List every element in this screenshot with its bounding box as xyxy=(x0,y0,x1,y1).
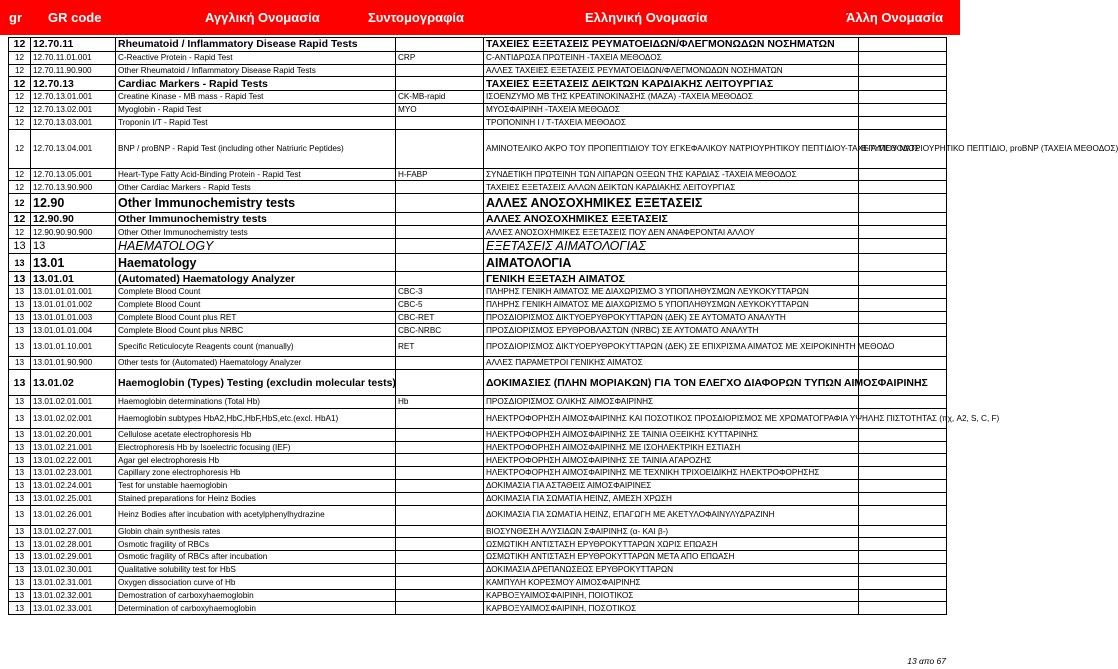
cell-english-name: Globin chain synthesis rates xyxy=(116,525,396,538)
cell-abbreviation xyxy=(396,370,484,396)
cell-gr: 12 xyxy=(9,116,31,129)
cell-other-name xyxy=(859,116,947,129)
cell-abbreviation xyxy=(396,467,484,480)
cell-code: 13.01.02.23.001 xyxy=(31,467,116,480)
cell-other-name xyxy=(859,441,947,454)
cell-greek-name: ΚΑΡΒΟΞΥΑΙΜΟΣΦΑΙΡΙΝΗ, ΠΟΙΟΤΙΚΟΣ xyxy=(484,589,859,602)
cell-greek-name: ΔΟΚΙΜΑΣΙΑ ΓΙΑ ΣΩΜΑΤΙΑ HEINZ, ΕΠΑΓΩΓΗ ΜΕ ΑΚΕΤΥΛΟΦΑΙΝΥΛΥΔΡΑΖΙΝΗ xyxy=(484,505,859,525)
cell-abbreviation xyxy=(396,505,484,525)
cell-abbreviation xyxy=(396,116,484,129)
cell-other-name xyxy=(859,564,947,577)
cell-other-name xyxy=(859,212,947,226)
cell-gr: 12 xyxy=(9,77,31,91)
cell-other-name xyxy=(859,454,947,467)
table-row xyxy=(9,239,947,254)
cell-code: 12.90 xyxy=(31,194,116,213)
cell-english-name: Qualitative solubility test for HbS xyxy=(116,564,396,577)
cell-other-name: B-ΤΥΠΟΥ ΝΑΤΡΙΟΥΡΗΤΙΚΟ ΠΕΠΤΙΔΙΟ, proBNP (ΤΑΧΕΙΑ ΜΕΘΟΔΟΣ) xyxy=(859,129,947,168)
cell-other-name xyxy=(859,286,947,299)
codes-table xyxy=(8,37,1118,615)
cell-other-name xyxy=(859,505,947,525)
cell-english-name: Agar gel electrophoresis Hb xyxy=(116,454,396,467)
cell-greek-name: ΠΛΗΡΗΣ ΓΕΝΙΚΗ ΑΙΜΑΤΟΣ ΜΕ ΔΙΑΧΩΡΙΣΜΟ 3 ΥΠΟΠΛΗΘΥΣΜΩΝ ΛΕΥΚΟΚΥΤΤΑΡΩΝ xyxy=(484,286,859,299)
cell-other-name xyxy=(859,576,947,589)
cell-other-name xyxy=(859,357,947,370)
cell-abbreviation xyxy=(396,212,484,226)
cell-abbreviation xyxy=(396,576,484,589)
cell-abbreviation: CBC-NRBC xyxy=(396,324,484,337)
cell-other-name xyxy=(859,311,947,324)
cell-greek-name: ΑΙΜΑΤΟΛΟΓΙΑ xyxy=(484,253,859,272)
header-other-name: Άλλη Ονομασία xyxy=(846,10,944,25)
cell-abbreviation xyxy=(396,408,484,428)
header-abbreviation: Συντομογραφία xyxy=(368,10,465,25)
cell-other-name xyxy=(859,551,947,564)
cell-greek-name: ΔΟΚΙΜΑΣΙΑ ΔΡΕΠΑΝΩΣΕΩΣ ΕΡΥΘΡΟΚΥΤΤΑΡΩΝ xyxy=(484,564,859,577)
cell-greek-name: ΑΛΛΕΣ ΠΑΡΑΜΕΤΡΟΙ ΓΕΝΙΚΗΣ ΑΙΜΑΤΟΣ xyxy=(484,357,859,370)
cell-gr: 13 xyxy=(9,525,31,538)
cell-abbreviation xyxy=(396,492,484,505)
cell-gr: 13 xyxy=(9,467,31,480)
cell-greek-name: ΣΥΝΔΕΤΙΚΗ ΠΡΩΤΕΙΝΗ ΤΩΝ ΛΙΠΑΡΩΝ ΟΞΕΩΝ ΤΗΣ ΚΑΡΔΙΑΣ -ΤΑΧΕΙΑ ΜΕΘΟΔΟΣ xyxy=(484,168,859,181)
table-row xyxy=(9,116,947,129)
cell-code: 13.01.02.22.001 xyxy=(31,454,116,467)
header-greek-name: Ελληνική Ονομασία xyxy=(585,10,708,25)
table-row xyxy=(9,538,947,551)
cell-gr: 13 xyxy=(9,589,31,602)
cell-code: 13.01.02.01.001 xyxy=(31,396,116,409)
cell-english-name: Complete Blood Count xyxy=(116,286,396,299)
cell-english-name: Cardiac Markers - Rapid Tests xyxy=(116,77,396,91)
table-row xyxy=(9,181,947,194)
cell-gr: 13 xyxy=(9,311,31,324)
cell-greek-name: ΤΑΧΕΙΕΣ ΕΞΕΤΑΣΕΙΣ ΡΕΥΜΑΤΟΕΙΔΩΝ/ΦΛΕΓΜΟΝΩΔΩΝ ΝΟΣΗΜΑΤΩΝ xyxy=(484,38,859,52)
table-row xyxy=(9,168,947,181)
cell-other-name xyxy=(859,239,947,254)
cell-gr: 13 xyxy=(9,492,31,505)
cell-other-name xyxy=(859,168,947,181)
cell-other-name xyxy=(859,538,947,551)
cell-english-name: Oxygen dissociation curve of Hb xyxy=(116,576,396,589)
cell-gr: 13 xyxy=(9,428,31,441)
cell-abbreviation: Hb xyxy=(396,396,484,409)
cell-greek-name: ΒΙΟΣΥΝΘΕΣΗ ΑΛΥΣΙΔΩΝ ΣΦΑΙΡΙΝΗΣ (α- ΚΑΙ β-) xyxy=(484,525,859,538)
cell-greek-name: ΑΛΛΕΣ ΑΝΟΣΟΧΗΜΙΚΕΣ ΕΞΕΤΑΣΕΙΣ xyxy=(484,194,859,213)
cell-english-name: Rheumatoid / Inflammatory Disease Rapid Tests xyxy=(116,38,396,52)
cell-english-name: Test for unstable haemoglobin xyxy=(116,480,396,493)
cell-gr: 12 xyxy=(9,168,31,181)
cell-code: 12.70.13.02.001 xyxy=(31,103,116,116)
cell-code: 13.01 xyxy=(31,253,116,272)
cell-english-name: Other tests for (Automated) Haematology Analyzer xyxy=(116,357,396,370)
cell-english-name: BNP / proBNP - Rapid Test (including other Natriuric Peptides) xyxy=(116,129,396,168)
cell-other-name xyxy=(859,396,947,409)
cell-code: 12.70.11 xyxy=(31,38,116,52)
cell-english-name: Osmotic fragility of RBCs xyxy=(116,538,396,551)
cell-greek-name: ΤΑΧΕΙΕΣ ΕΞΕΤΑΣΕΙΣ ΑΛΛΩΝ ΔΕΙΚΤΩΝ ΚΑΡΔΙΑΚΗΣ ΛΕΙΤΟΥΡΓΙΑΣ xyxy=(484,181,859,194)
cell-code: 12.70.13.03.001 xyxy=(31,116,116,129)
cell-other-name xyxy=(859,467,947,480)
cell-code: 13.01.01.10.001 xyxy=(31,337,116,357)
table-row xyxy=(9,38,947,52)
codes-table-body xyxy=(9,38,1118,615)
table-row xyxy=(9,602,947,615)
cell-greek-name: ΠΡΟΣΔΙΟΡΙΣΜΟΣ ΔΙΚΤΥΟΕΡΥΘΡΟΚΥΤΤΑΡΩΝ (ΔΕΚ) ΣΕ ΑΥΤΟΜΑΤΟ ΑΝΑΛΥΤΗ xyxy=(484,311,859,324)
cell-abbreviation xyxy=(396,64,484,77)
cell-gr: 12 xyxy=(9,212,31,226)
cell-other-name xyxy=(859,194,947,213)
cell-gr: 13 xyxy=(9,538,31,551)
cell-abbreviation xyxy=(396,589,484,602)
cell-code: 13.01.01 xyxy=(31,272,116,286)
cell-english-name: Demostration of carboxyhaemoglobin xyxy=(116,589,396,602)
cell-english-name: Other Other Immunochemistry tests xyxy=(116,226,396,239)
table-row xyxy=(9,428,947,441)
cell-abbreviation: CK-MB-rapid xyxy=(396,91,484,104)
cell-abbreviation: MYO xyxy=(396,103,484,116)
table-row xyxy=(9,194,947,213)
cell-other-name xyxy=(859,589,947,602)
cell-code: 13.01.02.32.001 xyxy=(31,589,116,602)
cell-abbreviation xyxy=(396,551,484,564)
cell-english-name: Complete Blood Count plus NRBC xyxy=(116,324,396,337)
cell-abbreviation: CBC-RET xyxy=(396,311,484,324)
cell-english-name: Capillary zone electrophoresis Hb xyxy=(116,467,396,480)
cell-other-name xyxy=(859,77,947,91)
table-row xyxy=(9,441,947,454)
table-row xyxy=(9,505,947,525)
header-english-name: Αγγλική Ονομασία xyxy=(205,10,320,25)
cell-code: 13.01.02.33.001 xyxy=(31,602,116,615)
cell-other-name xyxy=(859,492,947,505)
cell-english-name: Complete Blood Count xyxy=(116,298,396,311)
cell-code: 12.90.90 xyxy=(31,212,116,226)
cell-other-name xyxy=(859,181,947,194)
cell-english-name: C-Reactive Protein - Rapid Test xyxy=(116,51,396,64)
cell-abbreviation: H-FABP xyxy=(396,168,484,181)
cell-gr: 13 xyxy=(9,370,31,396)
cell-code: 13.01.01.01.003 xyxy=(31,311,116,324)
cell-gr: 13 xyxy=(9,286,31,299)
cell-english-name: Haemoglobin subtypes HbA2,HbC,HbF,HbS,etc.(excl. HbA1) xyxy=(116,408,396,428)
cell-other-name xyxy=(859,91,947,104)
header-gr-code: GR code xyxy=(48,10,102,25)
cell-greek-name: ΩΣΜΩΤΙΚΗ ΑΝΤΙΣΤΑΣΗ ΕΡΥΘΡΟΚΥΤΤΑΡΩΝ ΧΩΡΙΣ ΕΠΩΑΣΗ xyxy=(484,538,859,551)
cell-greek-name: ΑΛΛΕΣ ΑΝΟΣΟΧΗΜΙΚΕΣ ΕΞΕΤΑΣΕΙΣ xyxy=(484,212,859,226)
cell-other-name xyxy=(859,324,947,337)
cell-code: 13.01.02.27.001 xyxy=(31,525,116,538)
cell-greek-name: ΜΥΟΣΦΑΙΡΙΝΗ -ΤΑΧΕΙΑ ΜΕΘΟΔΟΣ xyxy=(484,103,859,116)
cell-greek-name: ΗΛΕΚΤΡΟΦΟΡΗΣΗ ΑΙΜΟΣΦΑΙΡΙΝΗΣ ΣΕ ΤΑΙΝΙΑ ΟΞΕΙΚΗΣ ΚΥΤΤΑΡΙΝΗΣ xyxy=(484,428,859,441)
cell-gr: 12 xyxy=(9,194,31,213)
cell-gr: 13 xyxy=(9,551,31,564)
cell-code: 13.01.02.30.001 xyxy=(31,564,116,577)
cell-gr: 13 xyxy=(9,357,31,370)
cell-code: 12.90.90.90.900 xyxy=(31,226,116,239)
cell-abbreviation: RET xyxy=(396,337,484,357)
cell-greek-name: ΚΑΡΒΟΞΥΑΙΜΟΣΦΑΙΡΙΝΗ, ΠΟΣΟΤΙΚΟΣ xyxy=(484,602,859,615)
table-row xyxy=(9,91,947,104)
cell-code: 13.01.01.01.001 xyxy=(31,286,116,299)
cell-english-name: Other Immunochemistry tests xyxy=(116,194,396,213)
cell-abbreviation xyxy=(396,181,484,194)
cell-greek-name: ΕΞΕΤΑΣΕΙΣ ΑΙΜΑΤΟΛΟΓΙΑΣ xyxy=(484,239,859,254)
cell-code: 12.70.13.05.001 xyxy=(31,168,116,181)
table-row xyxy=(9,454,947,467)
table-row xyxy=(9,408,947,428)
cell-gr: 13 xyxy=(9,441,31,454)
cell-code: 13.01.02.02.001 xyxy=(31,408,116,428)
cell-greek-name: ΓΕΝΙΚΗ ΕΞΕΤΑΣΗ ΑΙΜΑΤΟΣ xyxy=(484,272,859,286)
cell-gr: 12 xyxy=(9,51,31,64)
table-row xyxy=(9,324,947,337)
cell-english-name: Haemoglobin determinations (Total Hb) xyxy=(116,396,396,409)
table-row xyxy=(9,51,947,64)
table-row xyxy=(9,564,947,577)
cell-abbreviation: CBC-3 xyxy=(396,286,484,299)
cell-english-name: Specific Reticulocyte Reagents count (manually) xyxy=(116,337,396,357)
cell-gr: 13 xyxy=(9,564,31,577)
cell-other-name xyxy=(859,51,947,64)
cell-greek-name: ΠΡΟΣΔΙΟΡΙΣΜΟΣ ΟΛΙΚΗΣ ΑΙΜΟΣΦΑΙΡΙΝΗΣ xyxy=(484,396,859,409)
table-row xyxy=(9,272,947,286)
cell-greek-name: ΠΡΟΣΔΙΟΡΙΣΜΟΣ ΔΙΚΤΥΟΕΡΥΘΡΟΚΥΤΤΑΡΩΝ (ΔΕΚ) ΣΕ ΕΠΙΧΡΙΣΜΑ ΑΙΜΑΤΟΣ ΜΕ ΧΕΙΡΟΚΙΝΗΤΗ ΜΕΘΟΔΟ xyxy=(484,337,859,357)
table-row xyxy=(9,226,947,239)
cell-english-name: Other Cardiac Markers - Rapid Tests xyxy=(116,181,396,194)
cell-code: 12.70.11.90.900 xyxy=(31,64,116,77)
table-row xyxy=(9,253,947,272)
cell-english-name: Myoglobin - Rapid Test xyxy=(116,103,396,116)
cell-greek-name: ΙΣΟΕΝΖΥΜΟ ΜΒ ΤΗΣ ΚΡΕΑΤΙΝΟΚΙΝΑΣΗΣ (ΜΑΖΑ) -ΤΑΧΕΙΑ ΜΕΘΟΔΟΣ xyxy=(484,91,859,104)
table-row xyxy=(9,129,947,168)
cell-greek-name: ΗΛΕΚΤΡΟΦΟΡΗΣΗ ΑΙΜΟΣΦΑΙΡΙΝΗΣ ΚΑΙ ΠΟΣΟΤΙΚΟΣ ΠΡΟΣΔΙΟΡΙΣΜΟΣ ΜΕ ΧΡΩΜΑΤΟΓΡΑΦΙΑ ΥΨΗΛΗΣ ΠΙΣΤΟΤΗΤΑΣ (πχ, A2, S, C, F) xyxy=(484,408,859,428)
cell-abbreviation xyxy=(396,253,484,272)
cell-code: 13.01.02.20.001 xyxy=(31,428,116,441)
cell-abbreviation xyxy=(396,239,484,254)
cell-other-name xyxy=(859,226,947,239)
cell-code: 13.01.01.90.900 xyxy=(31,357,116,370)
cell-code: 13.01.02.29.001 xyxy=(31,551,116,564)
cell-gr: 13 xyxy=(9,239,31,254)
table-row xyxy=(9,370,947,396)
cell-code: 13.01.01.01.002 xyxy=(31,298,116,311)
cell-gr: 13 xyxy=(9,408,31,428)
cell-code: 13.01.02 xyxy=(31,370,116,396)
cell-gr: 13 xyxy=(9,480,31,493)
cell-gr: 13 xyxy=(9,272,31,286)
cell-code: 12.70.13.04.001 xyxy=(31,129,116,168)
cell-english-name: Heart-Type Fatty Acid-Binding Protein - Rapid Test xyxy=(116,168,396,181)
cell-other-name xyxy=(859,428,947,441)
cell-greek-name: ΤΑΧΕΙΕΣ ΕΞΕΤΑΣΕΙΣ ΔΕΙΚΤΩΝ ΚΑΡΔΙΑΚΗΣ ΛΕΙΤΟΥΡΓΙΑΣ xyxy=(484,77,859,91)
table-header xyxy=(0,0,960,35)
cell-other-name xyxy=(859,272,947,286)
cell-greek-name: ΗΛΕΚΤΡΟΦΟΡΗΣΗ ΑΙΜΟΣΦΑΙΡΙΝΗΣ ΣΕ ΤΑΙΝΙΑ ΑΓΑΡΟΖΗΣ xyxy=(484,454,859,467)
cell-gr: 12 xyxy=(9,64,31,77)
cell-code: 13.01.02.24.001 xyxy=(31,480,116,493)
cell-code: 13 xyxy=(31,239,116,254)
cell-english-name: Other Rheumatoid / Inflammatory Disease Rapid Tests xyxy=(116,64,396,77)
cell-english-name: Stained preparations for Heinz Bodies xyxy=(116,492,396,505)
cell-abbreviation xyxy=(396,38,484,52)
cell-abbreviation xyxy=(396,357,484,370)
cell-greek-name: ΚΑΜΠΥΛΗ ΚΟΡΕΣΜΟΥ ΑΙΜΟΣΦΑΙΡΙΝΗΣ xyxy=(484,576,859,589)
cell-abbreviation: CBC-5 xyxy=(396,298,484,311)
cell-english-name: Complete Blood Count plus RET xyxy=(116,311,396,324)
cell-gr: 13 xyxy=(9,298,31,311)
cell-greek-name: ΔΟΚΙΜΑΣΙΕΣ (ΠΛΗΝ ΜΟΡΙΑΚΩΝ) ΓΙΑ ΤΟΝ ΕΛΕΓΧΟ ΔΙΑΦΟΡΩΝ ΤΥΠΩΝ ΑΙΜΟΣΦΑΙΡΙΝΗΣ xyxy=(484,370,859,396)
cell-english-name: Cellulose acetate electrophoresis Hb xyxy=(116,428,396,441)
cell-abbreviation xyxy=(396,454,484,467)
table-row xyxy=(9,551,947,564)
table-row xyxy=(9,396,947,409)
cell-greek-name: ΗΛΕΚΤΡΟΦΟΡΗΣΗ ΑΙΜΟΣΦΑΙΡΙΝΗΣ ΜΕ ΙΣΟΗΛΕΚΤΡΙΚΗ ΕΣΤΙΑΣΗ xyxy=(484,441,859,454)
cell-other-name xyxy=(859,525,947,538)
cell-english-name: Other Immunochemistry tests xyxy=(116,212,396,226)
table-row xyxy=(9,492,947,505)
cell-code: 12.70.13.01.001 xyxy=(31,91,116,104)
cell-gr: 13 xyxy=(9,454,31,467)
cell-english-name: Haemoglobin (Types) Testing (excludin molecular tests) xyxy=(116,370,396,396)
table-row xyxy=(9,64,947,77)
cell-code: 12.70.11.01.001 xyxy=(31,51,116,64)
cell-greek-name: ΤΡΟΠΟΝΙΝΗ Ι / Τ-ΤΑΧΕΙΑ ΜΕΘΟΔΟΣ xyxy=(484,116,859,129)
cell-english-name: Determination of carboxyhaemoglobin xyxy=(116,602,396,615)
cell-gr: 13 xyxy=(9,396,31,409)
cell-greek-name: C-ΑΝΤΙΔΡΩΣΑ ΠΡΩΤΕΙΝΗ -ΤΑΧΕΙΑ ΜΕΘΟΔΟΣ xyxy=(484,51,859,64)
cell-code: 13.01.02.31.001 xyxy=(31,576,116,589)
cell-gr: 13 xyxy=(9,253,31,272)
table-row xyxy=(9,480,947,493)
cell-other-name xyxy=(859,298,947,311)
table-row xyxy=(9,286,947,299)
cell-gr: 12 xyxy=(9,181,31,194)
cell-code: 13.01.01.01.004 xyxy=(31,324,116,337)
cell-other-name xyxy=(859,480,947,493)
cell-english-name: (Automated) Haematology Analyzer xyxy=(116,272,396,286)
cell-english-name: Osmotic fragility of RBCs after incubation xyxy=(116,551,396,564)
cell-code: 12.70.13 xyxy=(31,77,116,91)
cell-gr: 13 xyxy=(9,337,31,357)
cell-abbreviation xyxy=(396,428,484,441)
cell-greek-name: ΑΛΛΕΣ ΤΑΧΕΙΕΣ ΕΞΕΤΑΣΕΙΣ ΡΕΥΜΑΤΟΕΙΔΩΝ/ΦΛΕΓΜΟΝΩΔΩΝ ΝΟΣΗΜΑΤΩΝ xyxy=(484,64,859,77)
cell-gr: 13 xyxy=(9,324,31,337)
table-row xyxy=(9,212,947,226)
cell-abbreviation xyxy=(396,480,484,493)
table-row xyxy=(9,576,947,589)
cell-code: 12.70.13.90.900 xyxy=(31,181,116,194)
cell-code: 13.01.02.28.001 xyxy=(31,538,116,551)
cell-english-name: Creatine Kinase - MB mass - Rapid Test xyxy=(116,91,396,104)
cell-other-name xyxy=(859,38,947,52)
table-row xyxy=(9,311,947,324)
cell-abbreviation xyxy=(396,441,484,454)
cell-gr: 12 xyxy=(9,226,31,239)
table-row xyxy=(9,589,947,602)
cell-abbreviation xyxy=(396,194,484,213)
cell-abbreviation xyxy=(396,564,484,577)
cell-greek-name: ΔΟΚΙΜΑΣΙΑ ΓΙΑ ΑΣΤΑΘΕΙΣ ΑΙΜΟΣΦΑΙΡΙΝΕΣ xyxy=(484,480,859,493)
cell-gr: 12 xyxy=(9,129,31,168)
cell-english-name: HAEMATOLOGY xyxy=(116,239,396,254)
cell-abbreviation xyxy=(396,538,484,551)
cell-greek-name: ΑΜΙΝΟΤΕΛΙΚΟ ΑΚΡΟ ΤΟΥ ΠΡΟΠΕΠΤΙΔΙΟΥ ΤΟΥ ΕΓΚΕΦΑΛΙΚΟΥ ΝΑΤΡΙΟΥΡΗΤΙΚΟΥ ΠΕΠΤΙΔΙΟΥ-ΤΑΧΕΙΑ ΜΕΘΟΔΟΣ xyxy=(484,129,859,168)
cell-other-name xyxy=(859,253,947,272)
table-row xyxy=(9,357,947,370)
cell-other-name xyxy=(859,602,947,615)
cell-abbreviation xyxy=(396,77,484,91)
cell-gr: 13 xyxy=(9,505,31,525)
cell-greek-name: ΗΛΕΚΤΡΟΦΟΡΗΣΗ ΑΙΜΟΣΦΑΙΡΙΝΗΣ ΜΕ ΤΕΧΝΙΚΗ ΤΡΙΧΟΕΙΔΙΚΗΣ ΗΛΕΚΤΡΟΦΟΡΗΣΗΣ xyxy=(484,467,859,480)
cell-english-name: Haematology xyxy=(116,253,396,272)
cell-gr: 12 xyxy=(9,91,31,104)
cell-code: 13.01.02.26.001 xyxy=(31,505,116,525)
table-row xyxy=(9,103,947,116)
cell-abbreviation xyxy=(396,129,484,168)
table-row xyxy=(9,298,947,311)
cell-abbreviation xyxy=(396,525,484,538)
cell-abbreviation xyxy=(396,272,484,286)
cell-code: 13.01.02.25.001 xyxy=(31,492,116,505)
cell-abbreviation xyxy=(396,226,484,239)
cell-gr: 13 xyxy=(9,602,31,615)
table-row xyxy=(9,467,947,480)
cell-gr: 12 xyxy=(9,103,31,116)
cell-greek-name: ΠΡΟΣΔΙΟΡΙΣΜΟΣ ΕΡΥΘΡΟΒΛΑΣΤΩΝ (NRBC) ΣΕ ΑΥΤΟΜΑΤΟ ΑΝΑΛΥΤΗ xyxy=(484,324,859,337)
cell-code: 13.01.02.21.001 xyxy=(31,441,116,454)
cell-other-name xyxy=(859,103,947,116)
cell-other-name xyxy=(859,64,947,77)
cell-english-name: Heinz Bodies after incubation with acetylphenylhydrazine xyxy=(116,505,396,525)
page-number: 13 απο 67 xyxy=(907,656,946,666)
cell-english-name: Electrophoresis Hb by Isoelectric focusing (IEF) xyxy=(116,441,396,454)
table-row xyxy=(9,337,947,357)
table-row xyxy=(9,525,947,538)
cell-greek-name: ΩΣΜΩΤΙΚΗ ΑΝΤΙΣΤΑΣΗ ΕΡΥΘΡΟΚΥΤΤΑΡΩΝ ΜΕΤΑ ΑΠΟ ΕΠΩΑΣΗ xyxy=(484,551,859,564)
header-gr: gr xyxy=(9,10,22,25)
cell-greek-name: ΠΛΗΡΗΣ ΓΕΝΙΚΗ ΑΙΜΑΤΟΣ ΜΕ ΔΙΑΧΩΡΙΣΜΟ 5 ΥΠΟΠΛΗΘΥΣΜΩΝ ΛΕΥΚΟΚΥΤΤΑΡΩΝ xyxy=(484,298,859,311)
table-row xyxy=(9,77,947,91)
cell-english-name: Troponin I/T - Rapid Test xyxy=(116,116,396,129)
cell-gr: 13 xyxy=(9,576,31,589)
cell-gr: 12 xyxy=(9,38,31,52)
cell-abbreviation: CRP xyxy=(396,51,484,64)
cell-greek-name: ΑΛΛΕΣ ΑΝΟΣΟΧΗΜΙΚΕΣ ΕΞΕΤΑΣΕΙΣ ΠΟΥ ΔΕΝ ΑΝΑΦΕΡΟΝΤΑΙ ΑΛΛΟΥ xyxy=(484,226,859,239)
cell-abbreviation xyxy=(396,602,484,615)
cell-greek-name: ΔΟΚΙΜΑΣΙΑ ΓΙΑ ΣΩΜΑΤΙΑ HEINZ, ΑΜΕΣΗ ΧΡΩΣΗ xyxy=(484,492,859,505)
